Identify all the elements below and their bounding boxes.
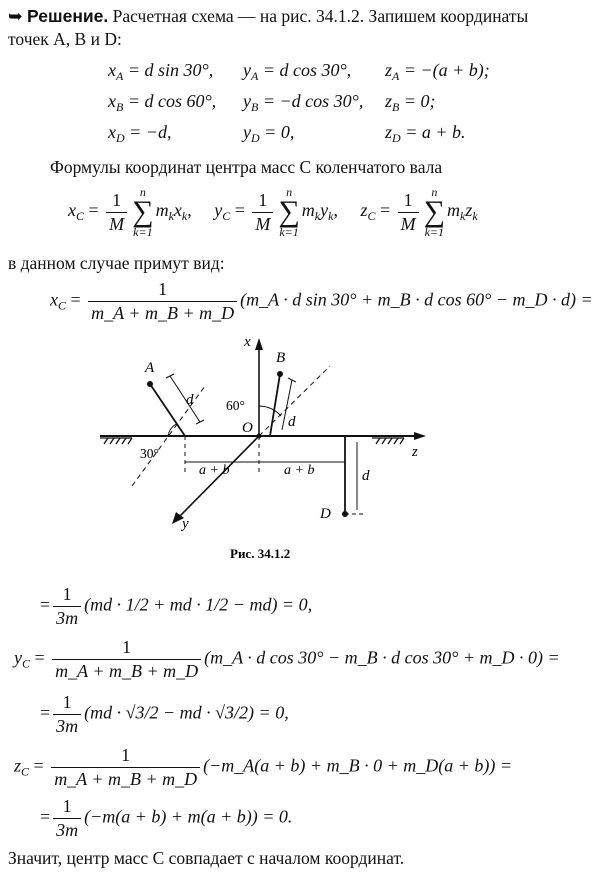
label-o: O	[242, 420, 253, 436]
coords-yd: $y_D = 0$,	[243, 122, 295, 145]
result-zc: = $\frac{1}{3m}$ (−m(a + b) + m(a + b)) = 0.	[40, 796, 293, 840]
coords-xb: $x_B = d$ cos 60°,	[108, 91, 217, 114]
label-ab-right: a + b	[284, 463, 315, 478]
mass-b	[277, 371, 283, 377]
z-axis-arrow	[414, 432, 426, 440]
label-x: x	[244, 334, 251, 350]
general-formulas: $x_C$ = $\frac{1}{M}$ n ∑ k=1 $m_kx_k$, $y_C$ = $\frac{1}{M}$ n ∑ k=1 $m_ky_k$, $z_C$ = $\frac{1}{M}$ n ∑ k=1 $m_kz_k$	[68, 185, 478, 239]
xc-formula: $x_C$ = $\frac{1}{m\_A + m\_B + m\_D}$ (m_A · d sin 30° + m_B · d cos 60° − m_D · d) =	[50, 279, 593, 323]
conclusion: Значит, центр масс C совпадает с началом координат.	[8, 848, 405, 868]
coords-zd: $z_D = a + b$.	[385, 122, 466, 145]
coords-za: $z_A = -(a + b)$;	[385, 60, 490, 83]
solution-heading: Решение.	[27, 6, 109, 26]
result-xc: = $\frac{1}{3m}$ (md · 1/2 + md · 1/2 − md) = 0,	[40, 584, 313, 628]
zc-formula: $z_C$ = $\frac{1}{m\_A + m\_B + m\_D}$ (−m_A(a + b) + m_B · 0 + m_D(a + b)) =	[14, 745, 512, 789]
label-a: A	[145, 360, 155, 376]
in-this-case: в данном случае примут вид:	[8, 253, 225, 273]
coords-yb: $y_B = -d$ cos 30°,	[243, 91, 364, 114]
coords-xd: $x_D = -d$,	[108, 122, 172, 145]
angle-arc-60	[259, 406, 281, 416]
origin-point	[257, 434, 262, 439]
solution-heading-line	[8, 6, 528, 27]
crank-b	[270, 374, 280, 436]
x-axis-arrow	[255, 338, 263, 350]
label-angle-30: 30°	[140, 446, 159, 461]
coords-zb: $z_B = 0$;	[385, 91, 436, 114]
mass-d	[342, 511, 348, 517]
figure-34-1-2	[0, 326, 600, 566]
intro-line-2: точек A, B и D:	[8, 29, 122, 49]
label-d-point: D	[320, 506, 331, 522]
left-wall-support	[100, 438, 132, 444]
result-yc: = $\frac{1}{3m}$ (md · √3/2 − md · √3/2) = 0,	[40, 692, 289, 736]
dim-line-a	[170, 376, 200, 422]
right-wall-support	[372, 438, 404, 444]
label-d-b: d	[288, 414, 296, 430]
arrow-icon: ➥	[8, 6, 23, 26]
label-y: y	[182, 516, 189, 532]
coords-ya: $y_A = d$ cos 30°,	[243, 60, 352, 83]
label-angle-60: 60°	[226, 398, 245, 413]
label-b: B	[276, 350, 286, 366]
figure-caption: Рис. 34.1.2	[230, 546, 291, 561]
label-ab-left: a + b	[199, 463, 230, 478]
label-z: z	[412, 444, 418, 460]
mass-a	[147, 381, 153, 387]
label-d-d: d	[362, 468, 370, 484]
formulas-intro: Формулы координат центра масс C коленчатого вала	[50, 157, 443, 177]
coords-row-a: $x_A = d$ sin 30°,	[108, 60, 214, 83]
label-d-a: d	[186, 392, 194, 408]
intro-line-1: Расчетная схема — на рис. 34.1.2. Запишем координаты	[108, 6, 529, 26]
yc-formula: $y_C$ = $\frac{1}{m\_A + m\_B + m\_D}$ (m_A · d cos 30° − m_B · d cos 30° + m_D · 0) =	[14, 637, 560, 681]
sum-symbol: n ∑ k=1	[132, 185, 154, 239]
